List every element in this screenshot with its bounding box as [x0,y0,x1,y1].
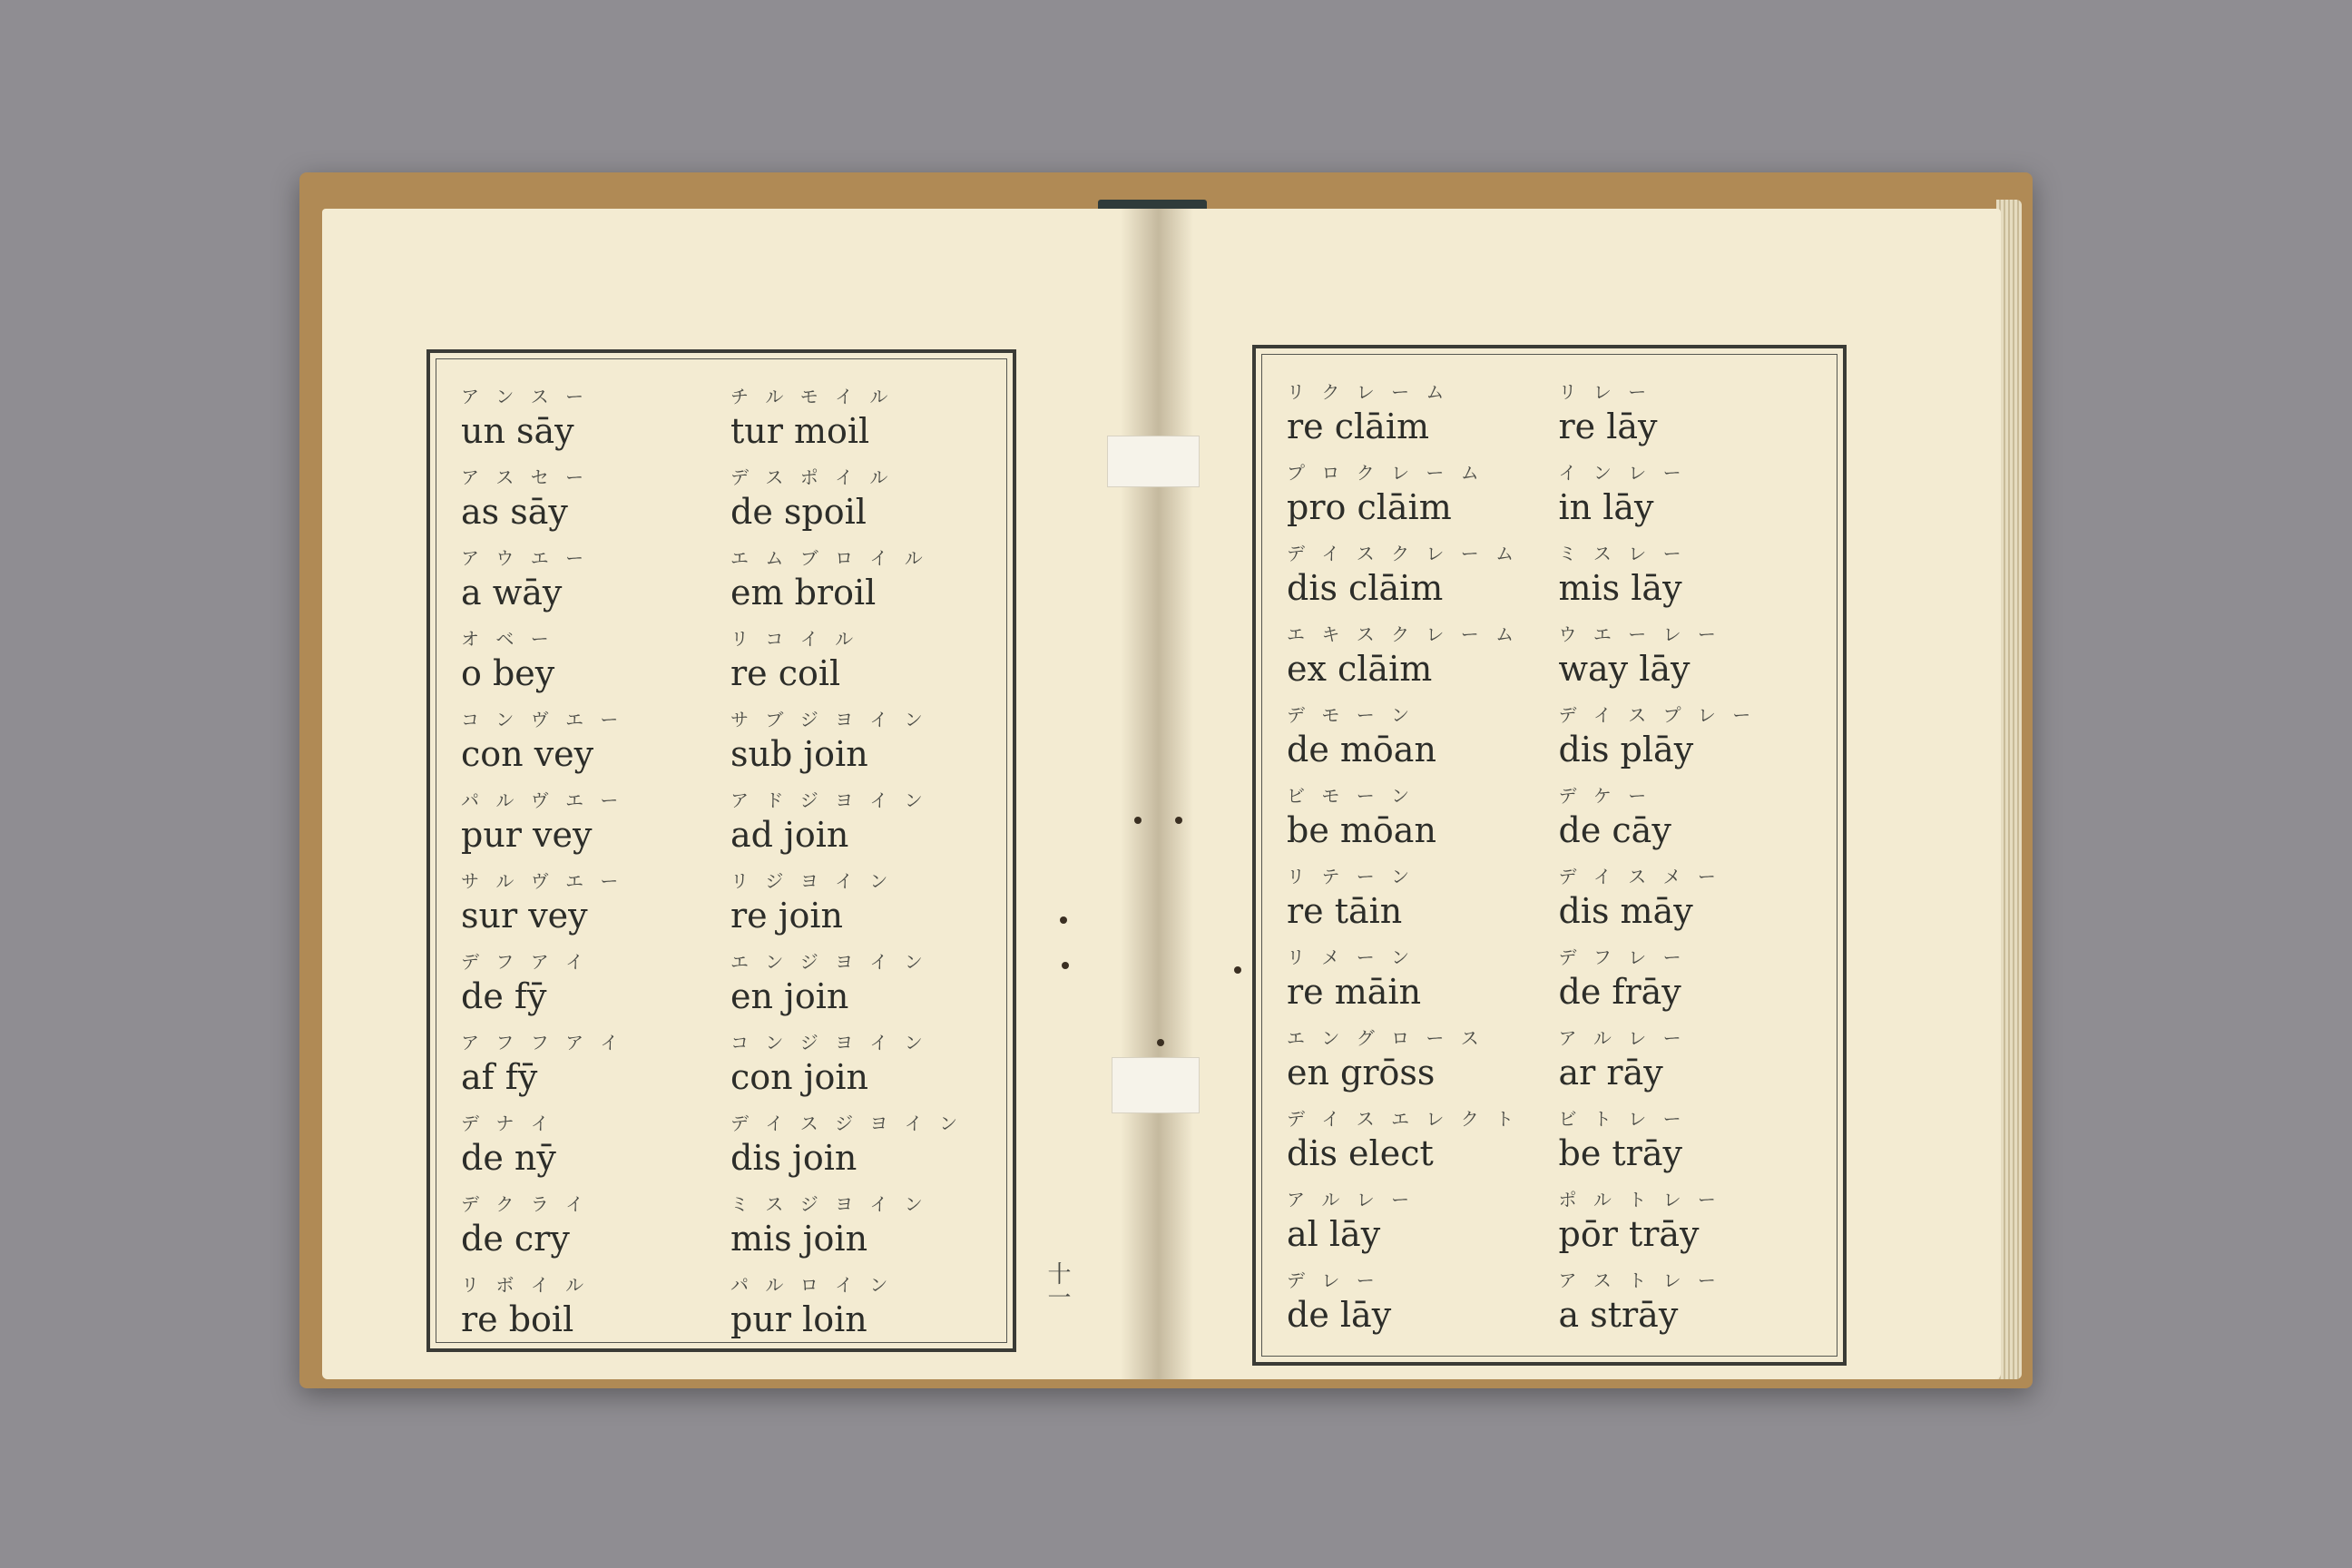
english-word: al lāy [1287,1214,1381,1254]
katakana-reading: デ イ ス ジ ヨ イ ン [730,1112,964,1134]
word-entry [1550,1014,1822,1095]
katakana-reading: リ ボ イ ル [461,1274,590,1296]
english-word: dis plāy [1558,730,1694,769]
word-entry [1550,530,1822,611]
right-word-grid [1278,368,1821,1338]
katakana-reading: チ ル モ イ ル [730,386,894,407]
english-word: de cry [461,1219,570,1259]
english-word: pro clāim [1287,487,1452,527]
word-entry [1278,1014,1550,1095]
katakana-reading: エ キ ス ク レ ー ム [1287,623,1520,645]
katakana-reading: デ ス ポ イ ル [730,466,894,488]
word-entry [452,615,721,696]
english-word: de fȳ [461,976,547,1016]
english-word: a wāy [461,573,563,612]
stitch-hole [1234,966,1241,974]
katakana-reading: デ フ ア イ [461,951,590,973]
english-word: de lāy [1287,1295,1392,1335]
word-entry [452,777,721,858]
word-entry [452,534,721,615]
katakana-reading: オ ベ ー [461,628,554,650]
katakana-reading: デ モ ー ン [1287,704,1416,726]
katakana-reading: コ ン ヴ エ ー [461,709,624,730]
katakana-reading: デ ク ラ イ [461,1193,590,1215]
english-word: o bey [461,653,555,693]
katakana-reading: デ フ レ ー [1558,946,1687,968]
english-word: in lāy [1558,487,1654,527]
katakana-reading: サ ル ヴ エ ー [461,870,624,892]
word-entry [452,696,721,777]
english-word: re join [730,896,844,936]
english-word: de cāy [1558,810,1671,850]
word-entry [452,1261,721,1342]
english-word: mis lāy [1558,568,1682,608]
katakana-reading: デ イ ス エ レ ク ト [1287,1108,1520,1130]
katakana-reading: ア ス ト レ ー [1558,1269,1721,1291]
left-word-table [426,349,1016,1352]
english-word: sub join [730,734,868,774]
word-entry [721,1261,991,1342]
word-entry [452,938,721,1019]
english-word: re clāim [1287,407,1430,446]
word-entry [452,858,721,938]
english-word: a strāy [1558,1295,1679,1335]
word-entry [721,1100,991,1181]
right-word-table [1252,345,1847,1366]
english-word: un sāy [461,411,574,451]
katakana-reading: リ テ ー ン [1287,866,1416,887]
word-entry [721,1019,991,1100]
english-word: be mōan [1287,810,1436,850]
katakana-reading: エ ン グ ロ ー ス [1287,1027,1485,1049]
katakana-reading: エ ム ブ ロ イ ル [730,547,928,569]
word-entry [1278,934,1550,1014]
english-word: af fȳ [461,1057,538,1097]
katakana-reading: デ イ ス プ レ ー [1558,704,1757,726]
left-page [322,209,1157,1379]
katakana-reading: パ ル ヴ エ ー [461,789,624,811]
word-entry [721,615,991,696]
english-word: re tāin [1287,891,1403,931]
word-entry [721,938,991,1019]
binding-thread-bottom [1112,1057,1200,1113]
word-entry [452,1100,721,1181]
katakana-reading: リ レ ー [1558,381,1652,403]
katakana-reading: ア ス セ ー [461,466,590,488]
katakana-reading: プ ロ ク レ ー ム [1287,462,1485,484]
english-word: as sāy [461,492,568,532]
english-word: de mōan [1287,730,1436,769]
katakana-reading: エ ン ジ ヨ イ ン [730,951,928,973]
word-entry [452,373,721,454]
english-word: ex clāim [1287,649,1433,689]
word-entry [1278,611,1550,691]
english-word: ar rāy [1558,1053,1663,1093]
katakana-reading: デ ナ イ [461,1112,554,1134]
katakana-reading: コ ン ジ ヨ イ ン [730,1032,928,1054]
english-word: de spoil [730,492,867,532]
katakana-reading: ビ ト レ ー [1558,1108,1687,1130]
binding-thread-top [1107,436,1200,487]
katakana-reading: イ ン レ ー [1558,462,1687,484]
open-book [299,163,2033,1416]
word-entry [1550,368,1822,449]
english-word: tur moil [730,411,870,451]
word-entry [1278,368,1550,449]
english-word: re boil [461,1299,574,1339]
word-entry [452,1019,721,1100]
word-entry [1278,853,1550,934]
english-word: en grōss [1287,1053,1436,1093]
english-word: mis join [730,1219,868,1259]
word-entry [721,373,991,454]
word-entry [1278,772,1550,853]
english-word: con vey [461,734,594,774]
katakana-reading: ミ ス レ ー [1558,543,1687,564]
word-entry [721,696,991,777]
word-entry [721,1181,991,1261]
word-entry [1550,691,1822,772]
english-word: de nȳ [461,1138,556,1178]
page-number: 十一 [1044,1261,1071,1308]
word-entry [1278,1095,1550,1176]
stitch-hole [1060,916,1067,924]
english-word: pur vey [461,815,593,855]
stitch-hole [1134,817,1142,824]
english-word: sur vey [461,896,588,936]
katakana-reading: ア フ フ ア イ [461,1032,624,1054]
word-entry [1278,530,1550,611]
stitch-hole [1175,817,1182,824]
word-entry [452,454,721,534]
english-word: dis māy [1558,891,1693,931]
english-word: way lāy [1558,649,1690,689]
left-word-grid [452,373,991,1342]
word-entry [1550,449,1822,530]
katakana-reading: リ コ イ ル [730,628,859,650]
word-entry [1278,449,1550,530]
katakana-reading: サ ブ ジ ヨ イ ン [730,709,928,730]
katakana-reading: デ レ ー [1287,1269,1380,1291]
stitch-hole [1157,1039,1164,1046]
word-entry [721,858,991,938]
english-word: em broil [730,573,877,612]
word-entry [1550,1257,1822,1338]
katakana-reading: ア ド ジ ヨ イ ン [730,789,928,811]
english-word: pur loin [730,1299,867,1339]
word-entry [1550,611,1822,691]
word-entry [1550,1176,1822,1257]
word-entry [1550,772,1822,853]
book-gutter [1121,209,1193,1379]
english-word: re māin [1287,972,1422,1012]
katakana-reading: ア ン ス ー [461,386,590,407]
katakana-reading: ミ ス ジ ヨ イ ン [730,1193,928,1215]
word-entry [452,1181,721,1261]
katakana-reading: ウ エ ー レ ー [1558,623,1721,645]
english-word: dis clāim [1287,568,1444,608]
katakana-reading: リ メ ー ン [1287,946,1416,968]
katakana-reading: ポ ル ト レ ー [1558,1189,1721,1210]
english-word: dis join [730,1138,858,1178]
english-word: pōr trāy [1558,1214,1700,1254]
word-entry [1278,1176,1550,1257]
english-word: en join [730,976,849,1016]
english-word: dis elect [1287,1133,1434,1173]
katakana-reading: デ イ ス メ ー [1558,866,1721,887]
katakana-reading: ア ル レ ー [1287,1189,1416,1210]
katakana-reading: リ ジ ヨ イ ン [730,870,894,892]
word-entry [721,534,991,615]
stitch-hole [1062,962,1069,969]
katakana-reading: ア ル レ ー [1558,1027,1687,1049]
word-entry [721,454,991,534]
word-entry [1278,1257,1550,1338]
katakana-reading: デ イ ス ク レ ー ム [1287,543,1520,564]
right-page [1152,209,2001,1379]
english-word: re coil [730,653,841,693]
word-entry [1550,1095,1822,1176]
english-word: ad join [730,815,849,855]
english-word: con join [730,1057,868,1097]
word-entry [1550,853,1822,934]
english-word: be trāy [1558,1133,1682,1173]
word-entry [1550,934,1822,1014]
word-entry [1278,691,1550,772]
katakana-reading: ア ウ エ ー [461,547,590,569]
katakana-reading: ビ モ ー ン [1287,785,1416,807]
word-entry [721,777,991,858]
english-word: de frāy [1558,972,1681,1012]
english-word: re lāy [1558,407,1658,446]
katakana-reading: デ ケ ー [1558,785,1652,807]
katakana-reading: リ ク レ ー ム [1287,381,1450,403]
katakana-reading: パ ル ロ イ ン [730,1274,894,1296]
